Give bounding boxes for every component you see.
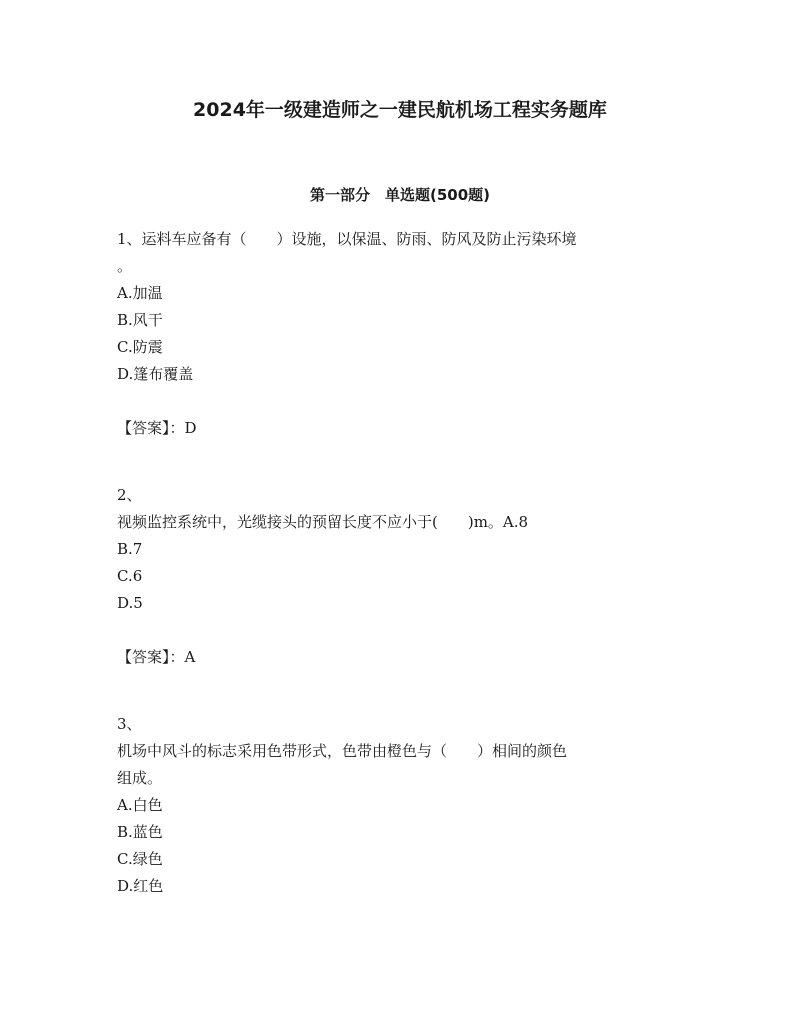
- spacer: [117, 617, 687, 644]
- question-3: [117, 711, 687, 900]
- question-1-option-d: D.篷布覆盖: [117, 365, 194, 383]
- question-1-option-b: B.风干: [117, 311, 163, 329]
- question-1-answer: 【答案】：D: [117, 419, 197, 437]
- question-2-number: 2、: [117, 486, 142, 504]
- spacer: [117, 671, 687, 711]
- question-2-text-line-1: 视频监控系统中，光缆接头的预留长度不应小于( )m。A.8: [117, 513, 529, 531]
- question-1-text-line-2: 。: [117, 257, 133, 275]
- question-3-option-c: C.绿色: [117, 850, 163, 868]
- question-2-option-b: B.7: [117, 540, 143, 558]
- question-3-option-a: A.白色: [117, 796, 163, 814]
- page-title: 2024年一级建造师之一建民航机场工程实务题库: [193, 99, 607, 121]
- section-title: 第一部分 单选题(500题): [309, 186, 491, 204]
- question-2-option-d: D.5: [117, 594, 143, 612]
- question-2-answer: 【答案】：A: [117, 648, 196, 666]
- question-1-option-a: A.加温: [117, 284, 163, 302]
- question-2: [117, 482, 687, 671]
- question-3-option-d: D.红色: [117, 877, 164, 895]
- question-list: [117, 226, 687, 900]
- question-2-option-c: C.6: [117, 567, 143, 585]
- question-3-number: 3、: [117, 715, 142, 733]
- question-3-text-line-1: 机场中风斗的标志采用色带形式，色带由橙色与（ ）相间的颜色: [117, 742, 568, 760]
- spacer: [117, 442, 687, 482]
- question-1-option-c: C.防震: [117, 338, 163, 356]
- question-3-option-b: B.蓝色: [117, 823, 163, 841]
- question-3-text-line-2: 组成。: [117, 769, 163, 787]
- spacer: [117, 388, 687, 415]
- question-1: [117, 226, 687, 442]
- question-1-text-line-1: 1、运料车应备有（ ）设施，以保温、防雨、防风及防止污染环境: [117, 230, 577, 248]
